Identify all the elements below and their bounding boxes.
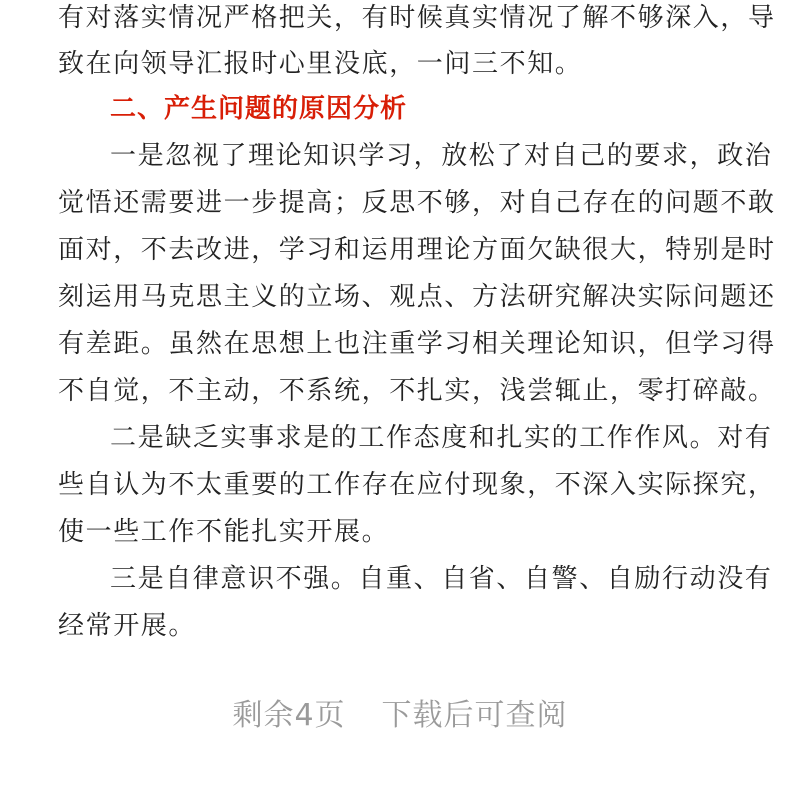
text-line: 经常开展。 (58, 611, 197, 641)
remaining-pages-label: 剩余4页 (232, 698, 346, 733)
text-line: 有差距。虽然在思想上也注重学习相关理论知识，但学习得 (58, 329, 776, 359)
text-line: 些自认为不太重要的工作存在应付现象，不深入实际探究， (58, 470, 776, 500)
text-line: 二是缺乏实事求是的工作态度和扎实的工作作风。对有 (110, 423, 773, 453)
text-line: 刻运用马克思主义的立场、观点、方法研究解决实际问题还 (58, 282, 776, 312)
download-prompt[interactable] (0, 696, 800, 736)
download-hint-label: 下载后可查阅 (381, 698, 568, 733)
section-heading: 二、产生问题的原因分析 (110, 94, 408, 124)
text-line: 三是自律意识不强。自重、自省、自警、自励行动没有 (110, 564, 773, 594)
text-line: 有对落实情况严格把关，有时候真实情况了解不够深入，导 (58, 3, 776, 33)
text-line: 觉悟还需要进一步提高；反思不够，对自己存在的问题不敢 (58, 188, 776, 218)
text-line: 使一些工作不能扎实开展。 (58, 517, 390, 547)
text-line: 致在向领导汇报时心里没底，一问三不知。 (58, 49, 583, 79)
text-line: 不自觉，不主动，不系统，不扎实，浅尝辄止，零打碎敲。 (58, 376, 776, 406)
text-line: 一是忽视了理论知识学习，放松了对自己的要求，政治 (110, 141, 773, 171)
text-line: 面对，不去改进，学习和运用理论方面欠缺很大，特别是时 (58, 235, 776, 265)
